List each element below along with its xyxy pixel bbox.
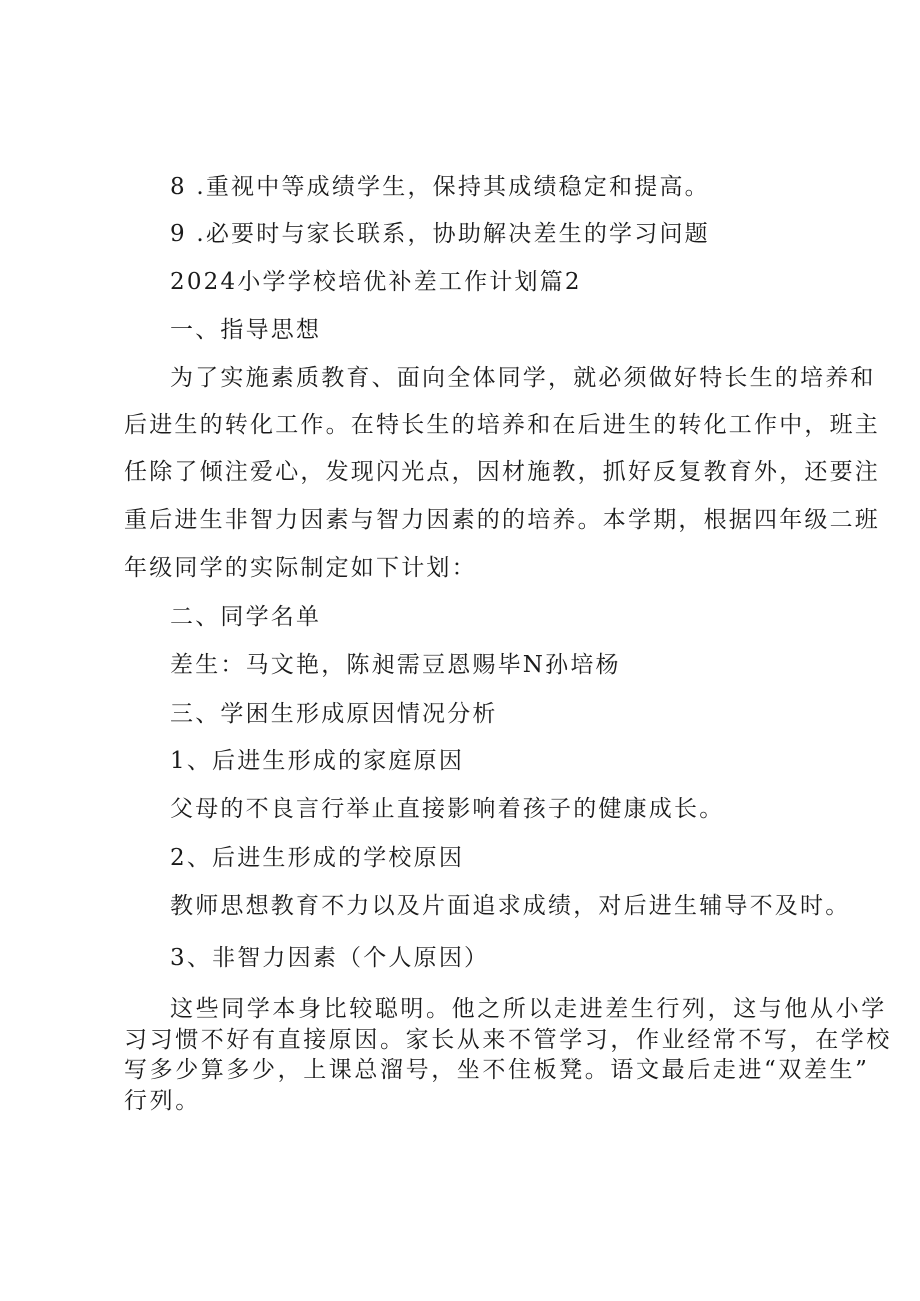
cause-1-title: 1、后进生形成的家庭原因 [170,748,465,774]
intro-paragraph-line: 年级同学的实际制定如下计划： [124,555,477,581]
cause-3-paragraph-line: 习习惯不好有直接原因。家长从来不管学习，作业经常不写，在学校 [124,1027,892,1053]
student-list: 差生：马文艳，陈昶需豆恩赐毕N孙培杨 [170,652,621,678]
intro-paragraph-line: 任除了倾注爱心，发现闪光点，因材施教，抓好反复教育外，还要注 [124,459,880,485]
cause-3-paragraph-line: 行列。 [124,1088,201,1114]
cause-2-text: 教师思想教育不力以及片面追求成绩，对后进生辅导不及时。 [170,893,851,919]
cause-2-title: 2、后进生形成的学校原因 [170,845,465,871]
section-title: 2024小学学校培优补差工作计划篇2 [170,269,582,295]
cause-3-paragraph-line: 这些同学本身比较聪明。他之所以走进差生行列，这与他从小学 [170,996,887,1022]
intro-paragraph-line: 重后进生非智力因素与智力因素的的培养。本学期，根据四年级二班 [124,507,880,533]
list-item-9: 9 .必要时与家长联系，协助解决差生的学习问题 [170,221,710,247]
heading-guiding-ideology: 一、指导思想 [170,317,322,343]
heading-cause-analysis: 三、学困生形成原因情况分析 [170,701,498,727]
cause-3-title: 3、非智力因素（个人原因） [170,945,490,971]
intro-paragraph-line: 为了实施素质教育、面向全体同学，就必须做好特长生的培养和 [170,365,876,391]
cause-3-paragraph-line: 写多少算多少，上课总溜号，坐不住板凳。语文最后走进“双差生” [124,1057,870,1083]
cause-1-text: 父母的不良言行举止直接影响着孩子的健康成长。 [170,796,725,822]
intro-paragraph-line: 后进生的转化工作。在特长生的培养和在后进生的转化工作中，班主 [124,412,880,438]
list-item-8: 8 .重视中等成绩学生，保持其成绩稳定和提高。 [170,174,710,200]
heading-student-list: 二、同学名单 [170,604,322,630]
